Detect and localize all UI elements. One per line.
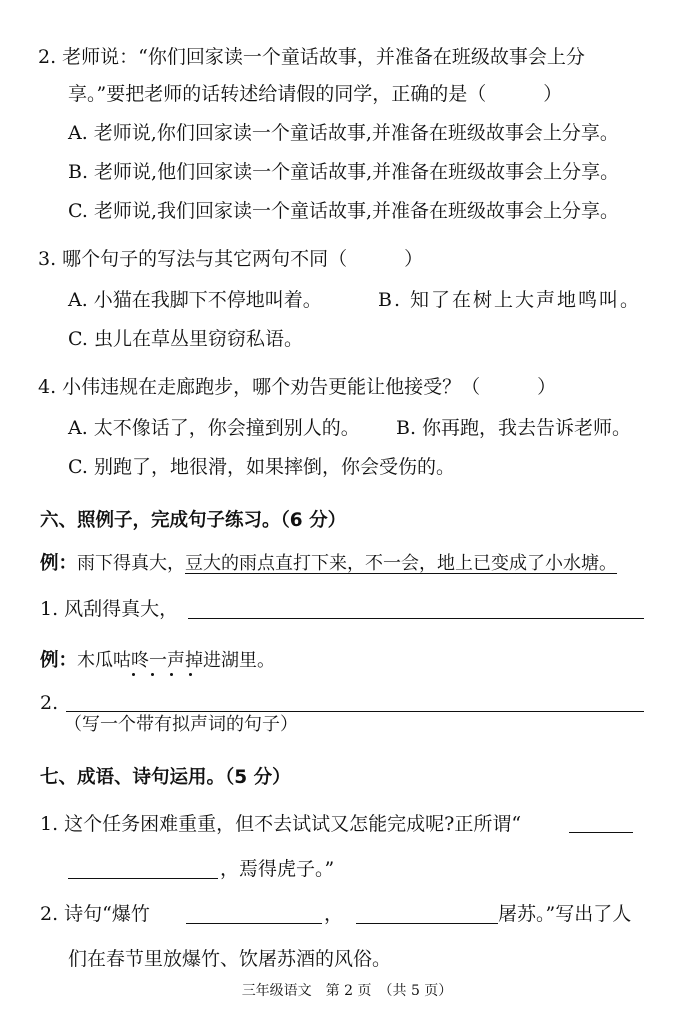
q4-stem: 4. 小伟违规在走廊跑步，哪个劝告更能让他接受？（ ） bbox=[38, 376, 557, 398]
page-footer: 三年级语文 第 2 页 （共 5 页） bbox=[241, 983, 453, 999]
q4-option-a: A. 太不像话了，你会撞到别人的。 bbox=[68, 417, 360, 439]
emphasis-dot bbox=[132, 673, 135, 676]
q2-option-b: B. 老师说,他们回家读一个童话故事,并准备在班级故事会上分享。 bbox=[68, 161, 620, 183]
emphasis-dot bbox=[151, 673, 154, 676]
section7-q2-line2: 们在春节里放爆竹、饮屠苏酒的风俗。 bbox=[68, 948, 392, 970]
q3-stem: 3. 哪个句子的写法与其它两句不同（ ） bbox=[38, 248, 424, 270]
section7-q2-post: 屠苏。”写出了人 bbox=[498, 903, 632, 925]
q2-stem-line1: 2. 老师说：“你们回家读一个童话故事，并准备在班级故事会上分 bbox=[38, 46, 585, 68]
example2-post: 一声掉进湖里。 bbox=[149, 650, 276, 671]
idiom-blank-1[interactable] bbox=[569, 832, 633, 833]
example2-pre: 木瓜 bbox=[77, 650, 114, 671]
q2-option-a: A. 老师说,你们回家读一个童话故事,并准备在班级故事会上分享。 bbox=[68, 122, 619, 144]
section7-q1-line1: 1. 这个任务困难重重，但不去试试又怎能完成呢?正所谓“ bbox=[40, 813, 522, 835]
section6-q2: 2. bbox=[40, 692, 59, 714]
q3-option-c: C. 虫儿在草丛里窃窃私语。 bbox=[68, 328, 303, 350]
section6-example1 bbox=[40, 551, 617, 577]
poem-blank-1[interactable] bbox=[186, 923, 322, 924]
section6-q1: 1. 风刮得真大， bbox=[40, 598, 179, 620]
poem-blank-2[interactable] bbox=[356, 923, 498, 924]
example2-label: 例： bbox=[40, 650, 78, 671]
section7-q2-pre: 2. 诗句“爆竹 bbox=[40, 903, 150, 925]
q3-option-a: A. 小猫在我脚下不停地叫着。 bbox=[68, 289, 322, 311]
example1-label: 例： bbox=[40, 553, 78, 574]
example2-dotted-words: 咕咚 bbox=[113, 650, 150, 671]
q2-option-c: C. 老师说,我们回家读一个童话故事,并准备在班级故事会上分享。 bbox=[68, 200, 620, 222]
q4-option-c: C. 别跑了，地很滑，如果摔倒，你会受伤的。 bbox=[68, 456, 455, 478]
example1-underlined: 豆大的雨点直打下来，不一会，地上已变成了小水塘。 bbox=[185, 553, 618, 574]
section6-example2 bbox=[40, 648, 275, 674]
section6-q2-hint: （写一个带有拟声词的句子） bbox=[64, 714, 298, 735]
section6-q1-answer-blank[interactable] bbox=[188, 618, 644, 619]
emphasis-dot bbox=[189, 673, 192, 676]
section7-q2-mid: ， bbox=[324, 903, 344, 925]
section7-title: 七、成语、诗句运用。（5 分） bbox=[40, 767, 291, 788]
section6-title: 六、照例子，完成句子练习。（6 分） bbox=[40, 510, 347, 531]
q2-stem-line2: 享。”要把老师的话转述给请假的同学，正确的是（ ） bbox=[68, 83, 563, 105]
example1-plain: 雨下得真大， bbox=[77, 553, 186, 574]
section7-q1-line2: ，焉得虎子。” bbox=[220, 858, 335, 880]
q3-option-b: B. 知了在树上大声地鸣叫。 bbox=[378, 289, 642, 311]
idiom-blank-2[interactable] bbox=[68, 878, 218, 879]
emphasis-dot bbox=[170, 673, 173, 676]
q4-option-b: B. 你再跑，我去告诉老师。 bbox=[396, 417, 632, 439]
